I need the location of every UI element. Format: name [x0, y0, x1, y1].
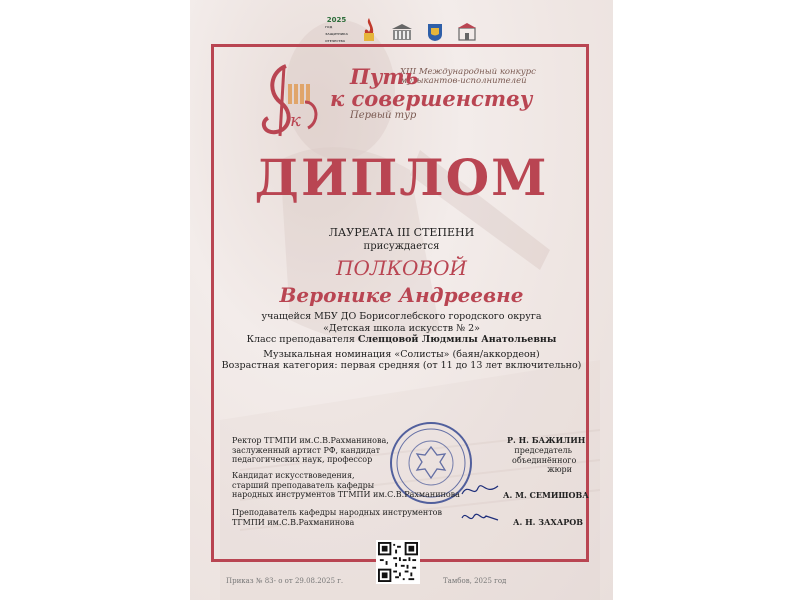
qr-code-icon	[376, 540, 420, 584]
teacher-line	[190, 334, 613, 346]
contest-header	[250, 62, 590, 142]
teacher-position	[232, 508, 442, 527]
contest-title-line1: Путь	[350, 64, 419, 89]
order-number: Приказ № 83- о от 29.08.2025 г.	[226, 577, 344, 585]
recipient-surname: ПОЛКОВОЙ	[336, 256, 467, 280]
chair-position	[512, 446, 577, 475]
candidate-name: А. М. СЕМИШОВА	[503, 490, 589, 500]
teacher-pos-line2: ТГМПИ им.С.В.Рахманинова	[232, 517, 355, 527]
partner-logos	[190, 16, 613, 42]
diploma-title: ДИПЛОМ	[254, 148, 549, 207]
age-category: Возрастная категория: первая средняя (от 11 до 13 лет включительно)	[221, 360, 582, 371]
school-logo-icon	[457, 22, 477, 42]
teacher-pos-line1: Преподаватель кафедры народных инструментов	[232, 508, 442, 517]
nomination: Музыкальная номинация «Солисты» (баян/аккордеон)	[263, 348, 540, 360]
candidate-line3: народных инструментов ТГМПИ им.С.В.Рахманинова	[232, 490, 460, 499]
rector-name: Р. Н. БАЖИЛИН	[507, 435, 586, 445]
year-text: 2025	[326, 16, 347, 24]
school-line1: учащейся МБУ ДО Борисоглебского городского округа	[261, 311, 542, 322]
rector-line1: Ректор ТГМПИ им.С.В.Рахманинова,	[232, 436, 389, 445]
laureate-degree: ЛАУРЕАТА III СТЕПЕНИ	[328, 226, 475, 239]
year-logo	[325, 16, 348, 43]
handwritten-signature	[460, 480, 500, 500]
rector-line3: педагогических наук, профессор	[232, 455, 373, 464]
rector-position	[232, 436, 389, 465]
school-line2: «Детская школа искусств № 2»	[323, 322, 480, 334]
handwritten-signature	[460, 508, 500, 526]
recipient-name: Веронике Андреевне	[279, 283, 524, 307]
teacher-prefix: Класс преподавателя	[246, 334, 355, 345]
chair-line2: объединённого жюри	[512, 455, 577, 474]
svg-text:к: к	[290, 110, 301, 131]
teacher-name: Слепцовой Людмилы Анатольевны	[357, 334, 557, 345]
teacher-sign-name: А. Н. ЗАХАРОВ	[513, 517, 583, 527]
rector-line2: заслуженный артист РФ, кандидат	[232, 445, 381, 455]
institute-building-icon	[391, 22, 413, 42]
contest-title-line2: к совершенству	[330, 86, 533, 111]
contest-round: Первый тур	[350, 110, 417, 121]
candidate-line2: старший преподаватель кафедры	[232, 480, 375, 490]
region-emblem-icon	[427, 22, 443, 42]
chair-line1: председатель	[514, 446, 572, 455]
recipient-info	[190, 311, 613, 372]
city-year: Тамбов, 2025 год	[443, 577, 507, 585]
awarded-text: присуждается	[363, 241, 440, 252]
treble-clef-logo-icon	[250, 62, 322, 138]
year-caption: ГОД ЗАЩИТНИКА ОТЕЧЕСТВА	[325, 25, 348, 43]
candidate-position	[232, 471, 460, 500]
diploma-page	[190, 0, 613, 600]
contest-subtitle: XIII Международный конкурс музыкантов-исполнителей	[400, 67, 536, 86]
flame-monument-icon	[361, 16, 377, 42]
candidate-line1: Кандидат искусствоведения,	[232, 471, 355, 480]
